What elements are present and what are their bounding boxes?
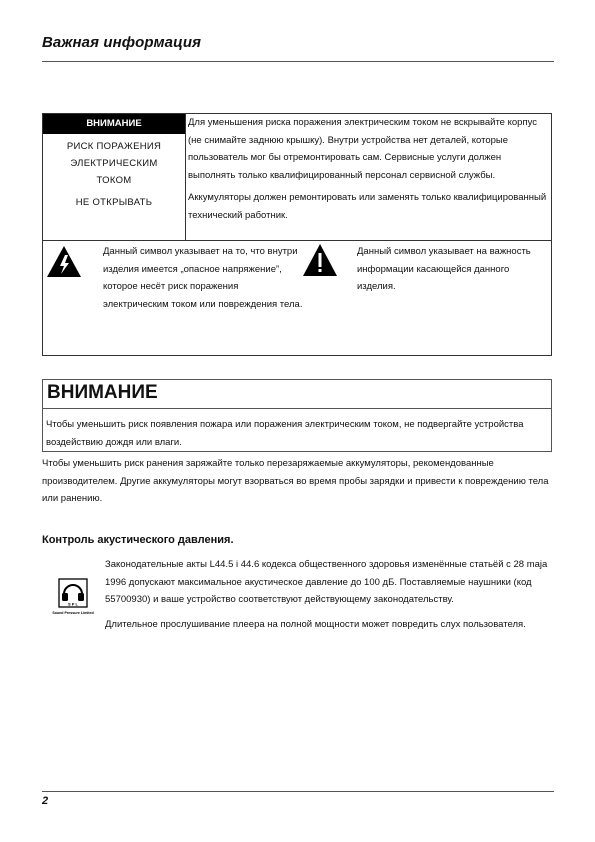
- symbol1-text: Данный символ указывает на то, что внутри изделия имеется „опасное напряжение”, которое несёт риск поражения электрическим током или повреждения тела.: [103, 246, 303, 310]
- caution-divider: [43, 408, 551, 409]
- spl-logo-text: S P L: [68, 601, 78, 607]
- warning-left-cell: [43, 114, 186, 240]
- shock-risk-line: ЭЛЕКТРИЧЕСКИМ: [70, 158, 158, 169]
- lightning-triangle-icon: [46, 244, 82, 280]
- acoustic-paragraph: Длительное прослушивание плеера на полной мощности может повредить слух пользователя.: [105, 618, 526, 630]
- page-title: Важная информация: [42, 34, 202, 51]
- shock-risk-line: РИСК ПОРАЖЕНИЯ: [66, 141, 162, 152]
- acoustic-heading: Контроль акустического давления.: [42, 534, 234, 546]
- warning-divider: [43, 240, 551, 241]
- shock-risk-text: [43, 138, 185, 211]
- warning-right-cell: [188, 114, 550, 229]
- acoustic-text: [105, 556, 555, 640]
- warning-table: [42, 113, 552, 356]
- caution-box: [42, 379, 552, 452]
- caution-title: ВНИМАНИЕ: [47, 382, 158, 403]
- warning-paragraph: Для уменьшения риска поражения электрическим током не вскрывайте корпус (не снимайте заднюю крышку). Внутри устройства нет деталей, которые пользователь мог бы отремонтировать сам. Сервисные услуги должен выполнять только квалифицированный персонал сервисной службы.: [188, 117, 537, 181]
- warning-paragraph: Аккумуляторы должен ремонтировать или заменять только квалифицированный технический работник.: [188, 192, 547, 221]
- battery-warning-text: Чтобы уменьшить риск ранения заряжайте только перезаряжаемые аккумуляторы, рекомендованные производителем. Другие аккумуляторы могут взорваться во время пробы зарядки и привести к повреждению тела или ранению.: [42, 458, 549, 504]
- symbol2-text: Данный символ указывает на важность информации касающейся данного изделия.: [357, 246, 531, 292]
- warning-label: ВНИМАНИЕ: [43, 114, 185, 134]
- footer-rule: [42, 791, 554, 792]
- spl-logo-caption: Sound Pressure Limited: [52, 611, 94, 615]
- exclamation-triangle-icon: [302, 242, 338, 278]
- headphones-spl-logo: [47, 578, 101, 616]
- caution-text: Чтобы уменьшить риск появления пожара или поражения электрическим током, не подвергайте устройства воздействию дождя или влаги.: [46, 419, 524, 448]
- page-number: 2: [42, 795, 49, 807]
- do-not-open-text: НЕ ОТКРЫВАТЬ: [75, 197, 153, 208]
- shock-risk-line: ТОКОМ: [96, 175, 132, 186]
- acoustic-paragraph: Законодательные акты L44.5 i 44.6 кодекса общественного здоровья изменённые статьёй с 28 maja 1996 допускают максимальное акустическое давление до 100 дБ. Поставляемые наушники (код 55700930) и ваше устройство соответствуют действующему законодательству.: [105, 559, 548, 605]
- header-rule: [42, 61, 554, 62]
